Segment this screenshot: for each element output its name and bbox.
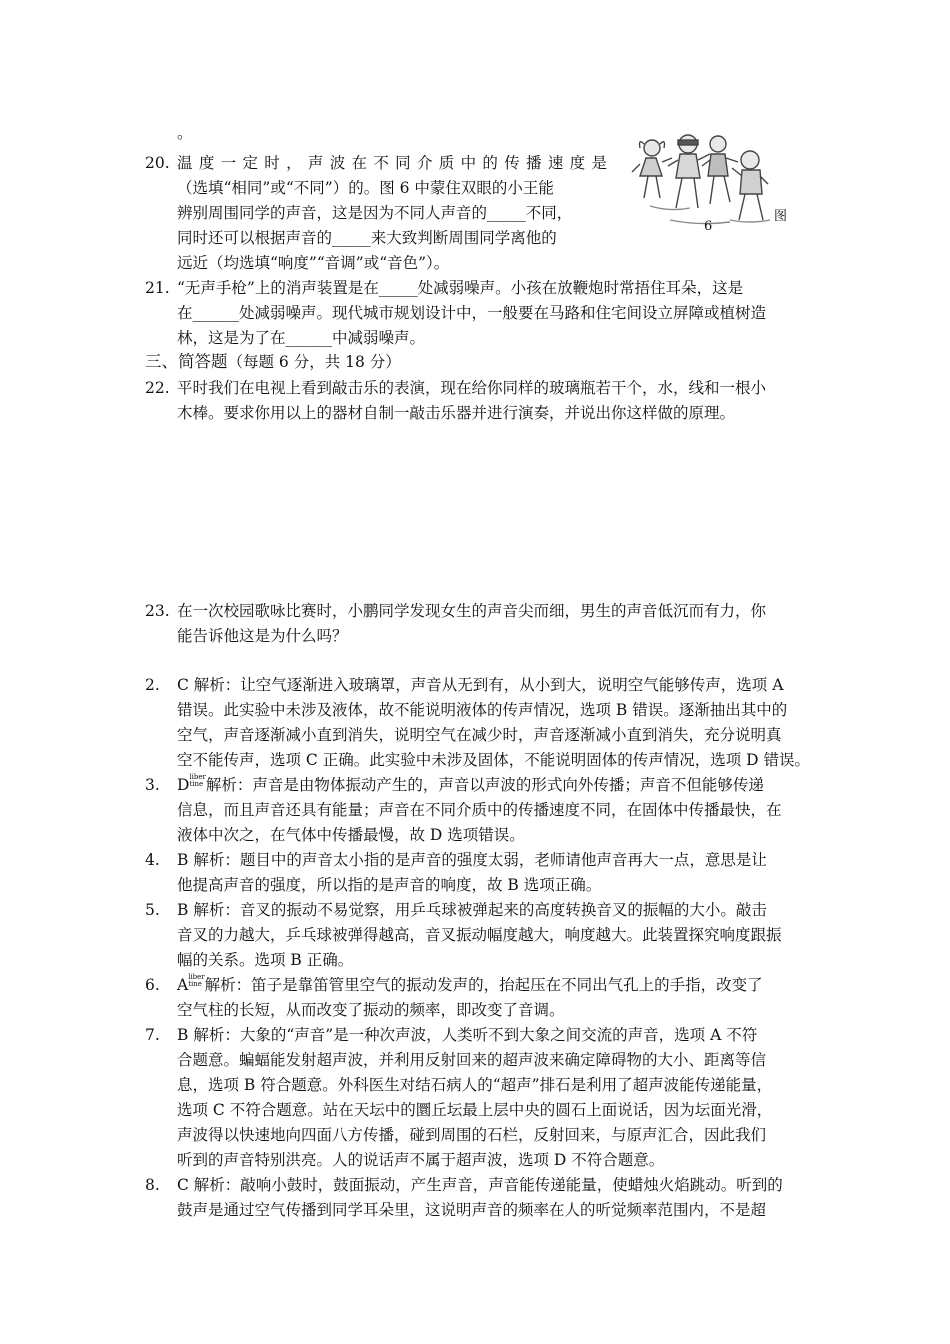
q23-line-1: 在一次校园歌咏比赛时，小鹏同学发现女生的声音尖而细，男生的声音低沉而有力，你 (177, 602, 767, 620)
q21-line-2: 在______处减弱噪声。现代城市规划设计中，一般要在马路和住宅间设立屏障或植树造 (177, 304, 767, 322)
answer-5-line-3: 幅的关系。选项 B 正确。 (177, 951, 354, 969)
q20-line-1: 温 度 一 定 时 ， 声 波 在 不 同 介 质 中 的 传 播 速 度 是 (177, 154, 607, 172)
answer-6-number: 6. (145, 976, 160, 994)
answer-3-superscript (189, 774, 205, 788)
answer-7-line-2: 合题意。蝙蝠能发射超声波，并利用反射回来的超声波来确定障碍物的大小、距离等信 (177, 1051, 767, 1069)
q20-number: 20. (145, 154, 170, 172)
q21-line-1: “无声手枪”上的消声装置是在_____处减弱噪声。小孩在放鞭炮时常捂住耳朵，这是 (177, 279, 744, 297)
answer-2-line-4: 空不能传声，选项 C 正确。此实验中未涉及固体，不能说明固体的传声情况，选项 D 错误。 (177, 751, 810, 769)
section-title: 三、简答题 (145, 352, 228, 371)
answer-6-letter: A (177, 976, 189, 994)
answer-4-line-1: B 解析：题目中的声音太小指的是声音的强度太弱，老师请他声音再大一点，意思是让 (177, 851, 767, 869)
answer-5-line-1: B 解析：音叉的振动不易觉察，用乒乓球被弹起来的高度转换音叉的振幅的大小。敲击 (177, 901, 767, 919)
q22-number: 22. (145, 379, 170, 397)
answer-3-sup-bot: tine (189, 780, 204, 788)
section-note: （每题 6 分，共 18 分） (227, 353, 401, 371)
answer-7-line-4: 选项 C 不符合题意。站在天坛中的圜丘坛最上层中央的圆石上面说话，因为坛面光滑， (177, 1101, 773, 1119)
q22-line-2: 木棒。要求你用以上的器材自制一敲击乐器并进行演奏，并说出你这样做的原理。 (177, 404, 736, 422)
answer-2-number: 2. (145, 676, 160, 694)
answer-3-sup-top: liber (189, 773, 206, 781)
answer-6-line-1 (177, 974, 763, 996)
answer-4-line-2: 他提高声音的强度，所以指的是声音的响度，故 B 选项正确。 (177, 876, 602, 894)
answer-3-number: 3. (145, 776, 160, 794)
answer-3-line-3: 液体中次之，在气体中传播最慢，故 D 选项错误。 (177, 826, 525, 844)
q20-line-2: （选填“相同”或“不同”）的。图 6 中蒙住双眼的小王能 (177, 179, 554, 197)
answer-4-number: 4. (145, 851, 160, 869)
answer-5-number: 5. (145, 901, 160, 919)
answer-2-line-2: 错误。此实验中未涉及液体，故不能说明液体的传声情况，选项 B 错误。逐渐抽出其中的 (177, 701, 788, 719)
q23-number: 23. (145, 602, 170, 620)
answer-6-sup-bot: tine (188, 980, 202, 988)
answer-8-number: 8. (145, 1176, 160, 1194)
answer-6-sup-top: liber (188, 973, 205, 981)
q22-line-1: 平时我们在电视上看到敲击乐的表演，现在给你同样的玻璃瓶若干个，水，线和一根小 (177, 379, 767, 397)
answer-8-line-2: 鼓声是通过空气传播到同学耳朵里，这说明声音的频率在人的听觉频率范围内，不是超 (177, 1201, 767, 1219)
figure-number: 6 (704, 219, 713, 234)
answer-5-line-2: 音叉的力越大，乒乓球被弹得越高，音叉振动幅度越大，响度越大。此装置探究响度跟振 (177, 926, 782, 944)
answer-7-line-5: 声波得以快速地向四面八方传播，碰到周围的石栏，反射回来，与原声汇合，因此我们 (177, 1126, 767, 1144)
answer-8-line-1: C 解析：敲响小鼓时，鼓面振动，产生声音，声音能传递能量，使蜡烛火焰跳动。听到的 (177, 1176, 783, 1194)
answer-3-line-2: 信息，而且声音还具有能量；声音在不同介质中的传播速度不同，在固体中传播最快，在 (177, 801, 782, 819)
answer-6-text-1: 解析：笛子是靠笛管里空气的振动发声的，抬起压在不同出气孔上的手指，改变了 (204, 976, 763, 994)
q21-number: 21. (145, 279, 170, 297)
answer-3-letter: D (177, 776, 190, 794)
q20-line-5: 远近（均选填“响度”“音调”或“音色”）。 (177, 254, 450, 272)
answer-2-line-1: C 解析：让空气逐渐进入玻璃罩，声音从无到有，从小到大，说明空气能够传声，选项 A (177, 676, 784, 694)
answer-7-line-1: B 解析：大象的“声音”是一种次声波，人类听不到大象之间交流的声音，选项 A 不符 (177, 1026, 758, 1044)
answer-7-line-3: 息，选项 B 符合题意。外科医生对结石病人的“超声”排石是利用了超声波能传递能量， (177, 1076, 773, 1094)
top-mark: 。 (177, 124, 193, 142)
answer-7-number: 7. (145, 1026, 160, 1044)
figure-label: 图 (774, 209, 788, 224)
answer-2-line-3: 空气，声音逐渐减小直到消失，说明空气在减少时，声音逐渐减小直到消失，充分说明真 (177, 726, 782, 744)
answer-6-line-2: 空气柱的长短，从而改变了振动的频率，即改变了音调。 (177, 1001, 565, 1019)
section-heading (145, 350, 401, 374)
answer-6-superscript (188, 974, 204, 988)
q23-line-2: 能告诉他这是为什么吗？ (177, 627, 348, 645)
q20-line-4: 同时还可以根据声音的_____来大致判断周围同学离他的 (177, 229, 557, 247)
answer-3-line-1 (177, 774, 764, 796)
q20-line-3: 辨别周围同学的声音，这是因为不同人声音的_____不同， (177, 204, 573, 222)
q21-line-3: 林，这是为了在______中减弱噪声。 (177, 329, 426, 347)
answer-3-text-1: 解析：声音是由物体振动产生的，声音以声波的形式向外传播；声音不但能够传递 (205, 776, 764, 794)
answer-7-line-6: 听到的声音特别洪亮。人的说话声不属于超声波，选项 D 不符合题意。 (177, 1151, 665, 1169)
